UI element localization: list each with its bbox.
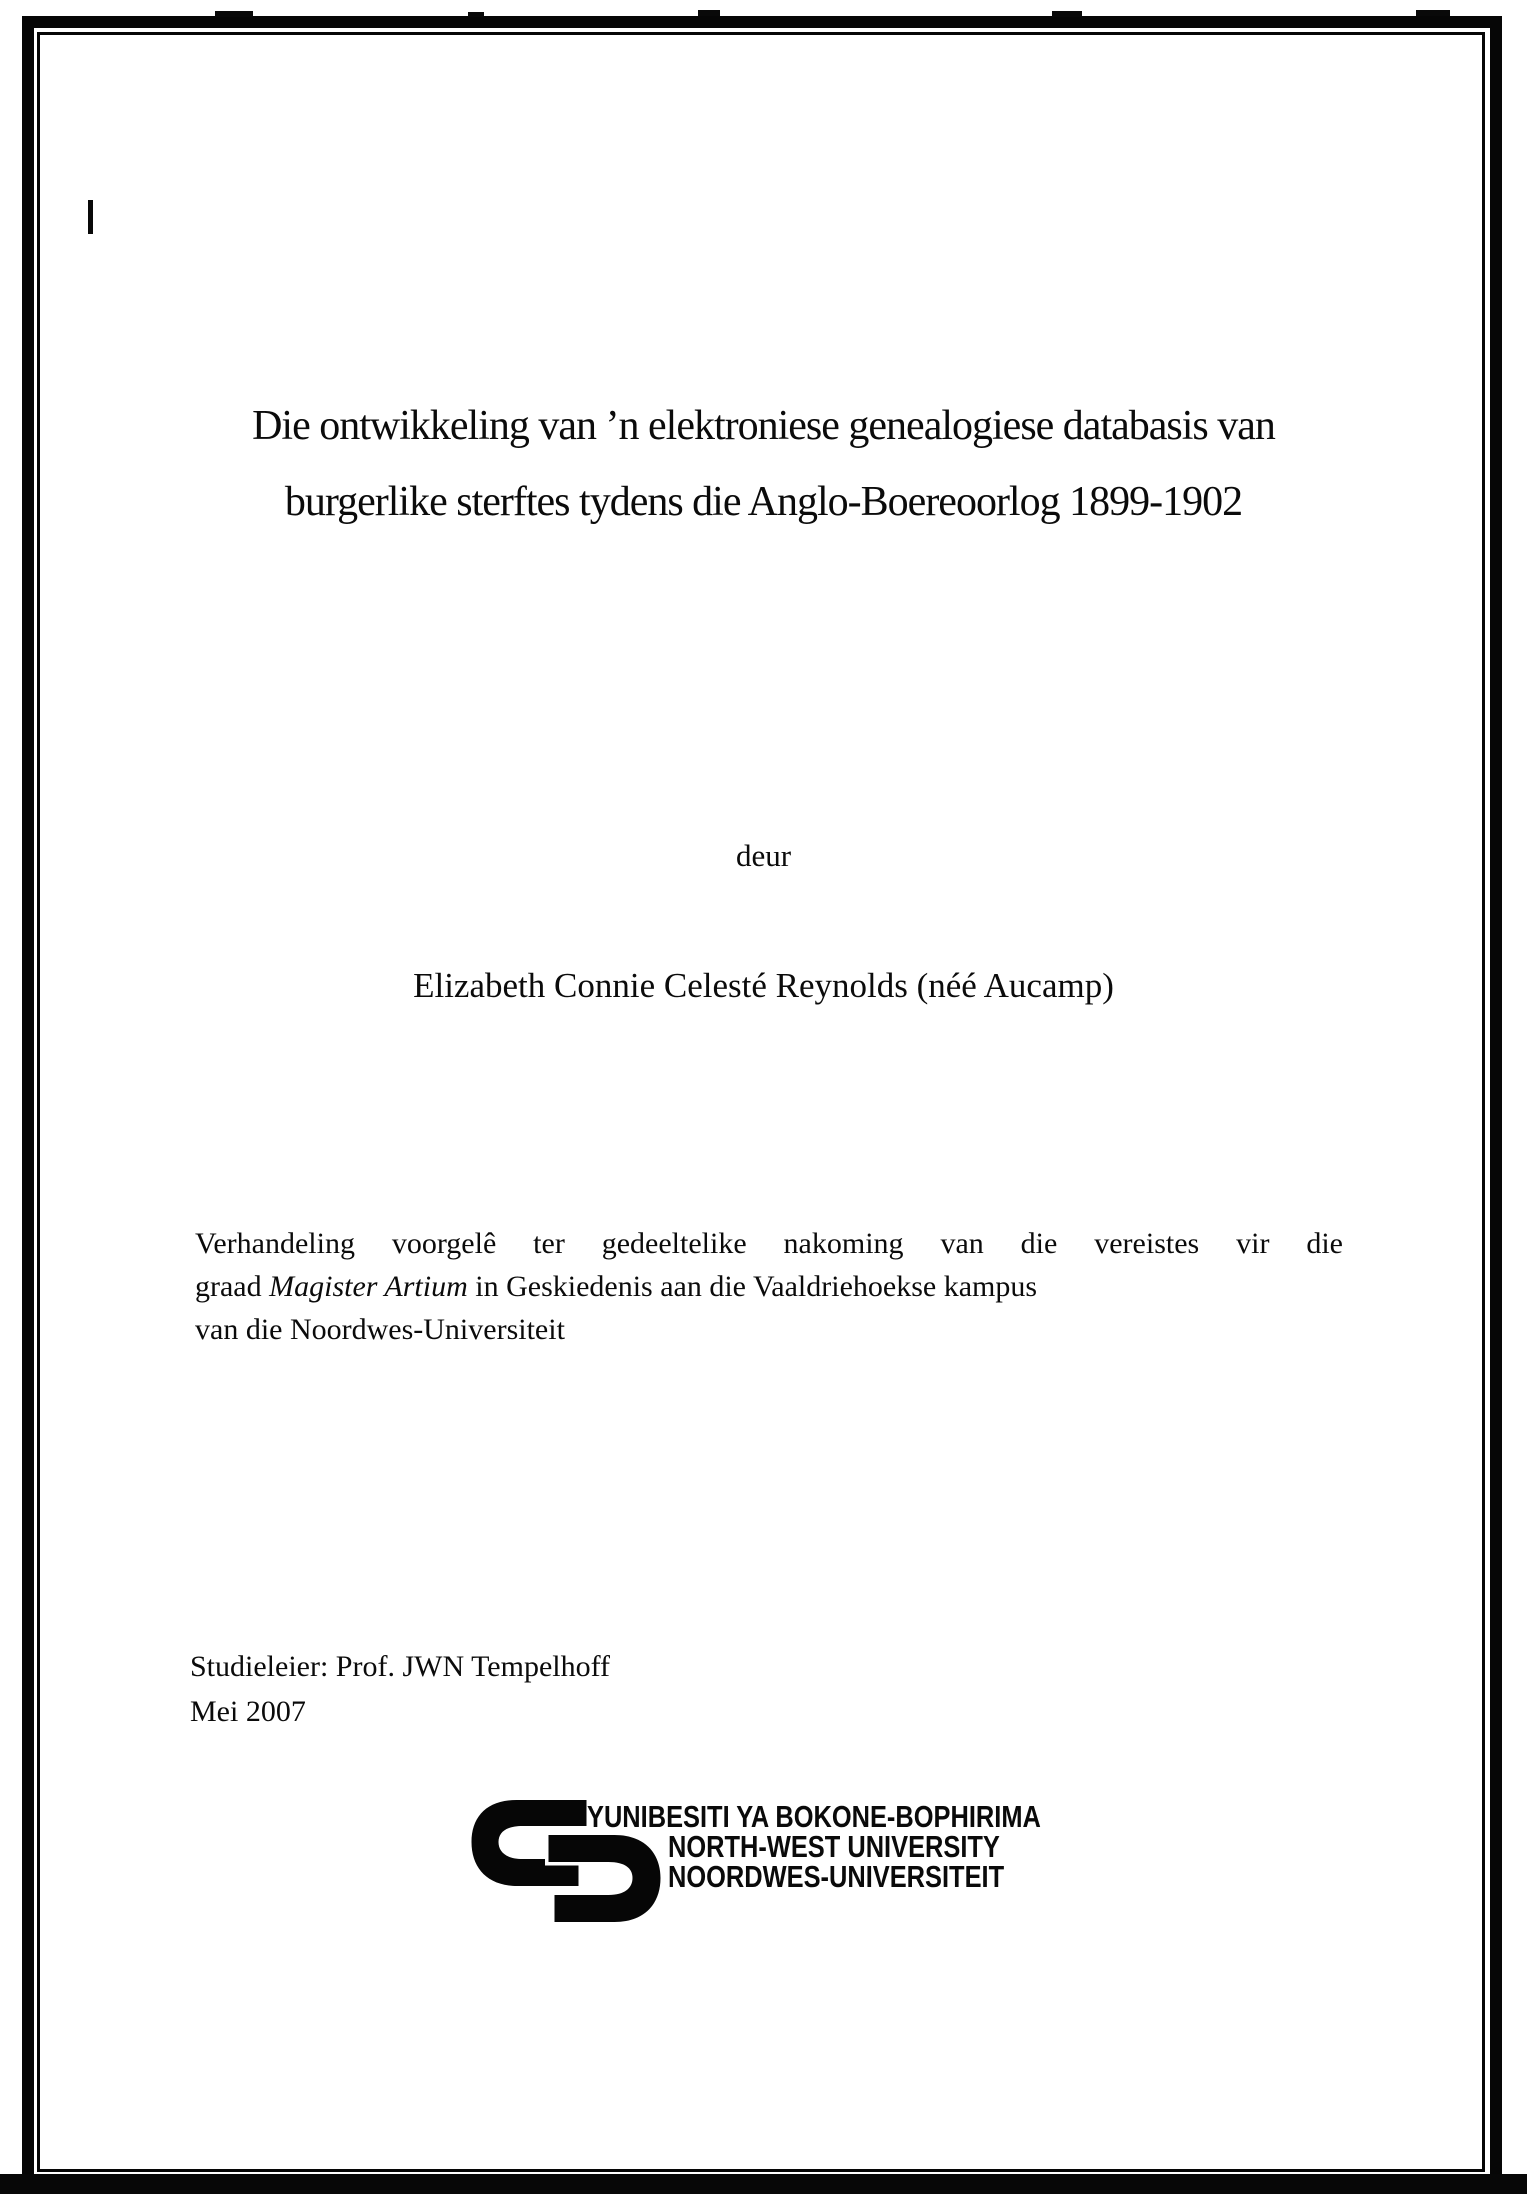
author-name: Elizabeth Connie Celesté Reynolds (néé Aucamp) (413, 966, 1114, 1005)
degree-name-italic: Magister Artium (269, 1270, 468, 1303)
scan-artifact (88, 200, 93, 234)
scan-artifact (0, 2174, 1527, 2194)
degree-statement-line1: Verhandeling voorgelê ter gedeeltelike nakoming van die vereistes vir die (195, 1227, 1343, 1260)
scan-artifact (215, 11, 253, 17)
degree-statement-line2-pre: graad (195, 1270, 270, 1303)
university-logo-text (587, 1796, 1140, 1894)
scan-artifact (1052, 11, 1082, 17)
byline-label: deur (735, 838, 792, 873)
scan-artifact (1416, 10, 1450, 16)
thesis-title (60, 388, 1467, 540)
logo-text-afrikaans: NOORDWES-UNIVERSITEIT (668, 1859, 1005, 1894)
degree-statement-line2-post: in Geskiedenis aan die Vaaldriehoekse kampus (467, 1270, 1038, 1303)
scan-artifact (698, 10, 720, 16)
supervisor-line: Studieleier: Prof. JWN Tempelhoff (190, 1650, 611, 1683)
degree-statement-line2 (195, 1265, 1343, 1308)
degree-statement (195, 1222, 1343, 1351)
logo-text-setswana: YUNIBESITI YA BOKONE-BOPHIRIMA (587, 1799, 1041, 1834)
thesis-title-line2: burgerlike sterftes tydens die Anglo-Boereoorlog 1899-1902 (284, 479, 1243, 525)
degree-statement-line3: van die Noordwes-Universiteit (195, 1313, 565, 1346)
scan-artifact (468, 12, 484, 17)
supervisor-block (190, 1644, 610, 1734)
date-line: Mei 2007 (190, 1695, 306, 1728)
university-logo (463, 1796, 1140, 1926)
logo-text-english: NORTH-WEST UNIVERSITY (668, 1829, 1000, 1864)
thesis-title-line1: Die ontwikkeling van ’n elektroniese genealogiese databasis van (252, 403, 1275, 449)
